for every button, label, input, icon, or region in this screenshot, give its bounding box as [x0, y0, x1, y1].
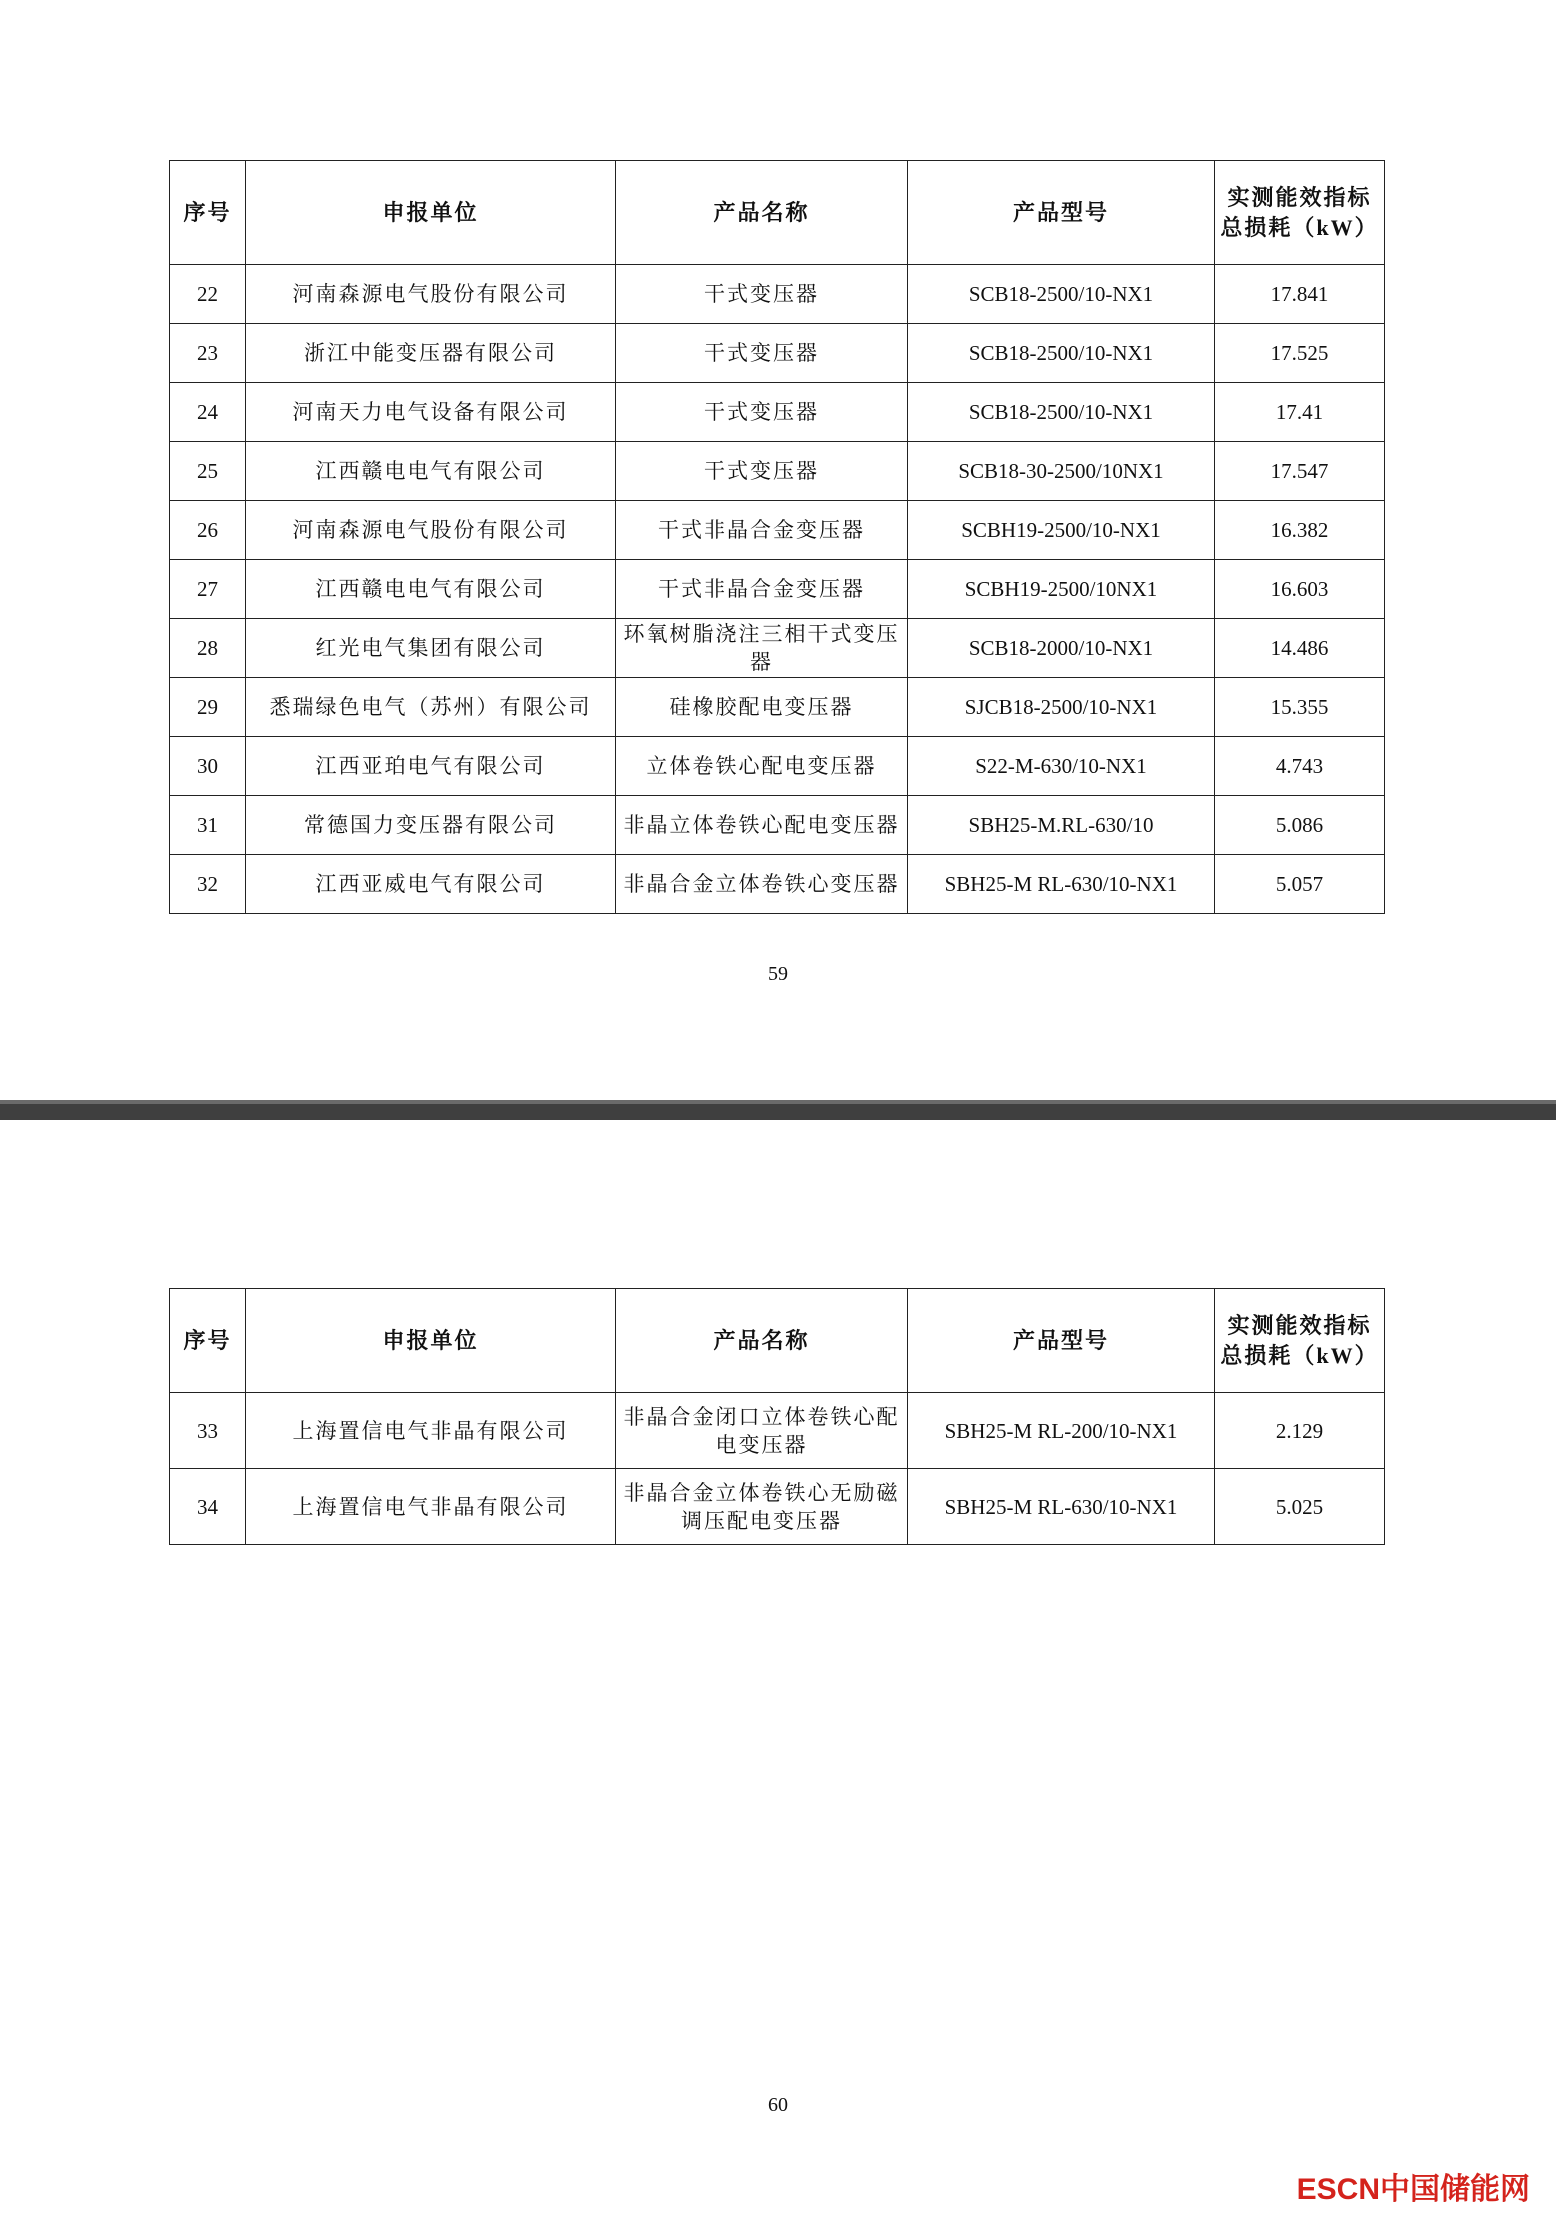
cell-unit: 悉瑞绿色电气（苏州）有限公司	[246, 678, 616, 737]
cell-unit: 江西赣电电气有限公司	[246, 442, 616, 501]
cell-total-loss: 17.41	[1215, 383, 1385, 442]
cell-unit: 上海置信电气非晶有限公司	[246, 1469, 616, 1545]
cell-product-model: SJCB18-2500/10-NX1	[908, 678, 1215, 737]
header-product-model: 产品型号	[908, 1289, 1215, 1393]
cell-product-name: 干式非晶合金变压器	[616, 501, 908, 560]
table-row	[170, 1393, 1385, 1469]
table-row	[170, 560, 1385, 619]
header-product-name: 产品名称	[616, 1289, 908, 1393]
escn-watermark-logo: ESCN中国储能网	[1296, 2173, 1530, 2206]
cell-product-model: S22-M-630/10-NX1	[908, 737, 1215, 796]
table-row	[170, 855, 1385, 914]
cell-product-name: 硅橡胶配电变压器	[616, 678, 908, 737]
cell-seq: 28	[170, 619, 246, 678]
cell-unit: 江西亚威电气有限公司	[246, 855, 616, 914]
cell-seq: 22	[170, 265, 246, 324]
cell-product-model: SBH25-M RL-630/10-NX1	[908, 1469, 1215, 1545]
cell-seq: 24	[170, 383, 246, 442]
page-number: 60	[768, 2094, 788, 2116]
cell-product-name: 环氧树脂浇注三相干式变压器	[616, 619, 908, 678]
cell-product-name	[616, 1469, 908, 1545]
cell-total-loss: 5.057	[1215, 855, 1385, 914]
cell-total-loss: 5.086	[1215, 796, 1385, 855]
cell-seq: 26	[170, 501, 246, 560]
cell-product-name: 非晶合金立体卷铁心变压器	[616, 855, 908, 914]
table-row	[170, 265, 1385, 324]
cell-product-model: SCB18-2500/10-NX1	[908, 324, 1215, 383]
table-row	[170, 796, 1385, 855]
cell-total-loss: 17.547	[1215, 442, 1385, 501]
document-page-60	[0, 1120, 1556, 2224]
cell-seq: 31	[170, 796, 246, 855]
cell-unit: 浙江中能变压器有限公司	[246, 324, 616, 383]
cell-product-model: SCBH19-2500/10NX1	[908, 560, 1215, 619]
cell-total-loss: 16.603	[1215, 560, 1385, 619]
cell-product-model: SCB18-2500/10-NX1	[908, 265, 1215, 324]
table-row	[170, 619, 1385, 678]
cell-seq: 25	[170, 442, 246, 501]
cell-total-loss: 14.486	[1215, 619, 1385, 678]
header-product-name: 产品名称	[616, 161, 908, 265]
table-row	[170, 501, 1385, 560]
cell-seq: 33	[170, 1393, 246, 1469]
cell-unit: 江西赣电电气有限公司	[246, 560, 616, 619]
table-row	[170, 737, 1385, 796]
header-product-model: 产品型号	[908, 161, 1215, 265]
table-row	[170, 678, 1385, 737]
page-divider	[0, 1100, 1556, 1120]
header-total-loss	[1215, 161, 1385, 265]
cell-product-name: 干式变压器	[616, 383, 908, 442]
header-total-loss-line2: 总损耗（kW）	[1220, 214, 1379, 240]
product-name-line2: 调压配电变压器	[681, 1508, 842, 1533]
header-total-loss-line1: 实测能效指标	[1227, 184, 1372, 210]
cell-seq: 32	[170, 855, 246, 914]
cell-product-name	[616, 1393, 908, 1469]
cell-unit: 河南森源电气股份有限公司	[246, 501, 616, 560]
cell-unit: 上海置信电气非晶有限公司	[246, 1393, 616, 1469]
header-unit: 申报单位	[246, 1289, 616, 1393]
cell-seq: 30	[170, 737, 246, 796]
cell-product-model: SCB18-30-2500/10NX1	[908, 442, 1215, 501]
data-table-page-59	[169, 160, 1385, 914]
cell-product-model: SBH25-M RL-200/10-NX1	[908, 1393, 1215, 1469]
cell-total-loss: 16.382	[1215, 501, 1385, 560]
cell-product-name: 干式非晶合金变压器	[616, 560, 908, 619]
cell-unit: 河南天力电气设备有限公司	[246, 383, 616, 442]
cell-seq: 29	[170, 678, 246, 737]
product-name-line2: 电变压器	[715, 1432, 808, 1457]
cell-total-loss: 17.525	[1215, 324, 1385, 383]
table-row	[170, 383, 1385, 442]
header-total-loss-line2: 总损耗（kW）	[1220, 1342, 1379, 1368]
cell-seq: 34	[170, 1469, 246, 1545]
cell-total-loss: 5.025	[1215, 1469, 1385, 1545]
header-seq: 序号	[170, 161, 246, 265]
cell-product-name: 立体卷铁心配电变压器	[616, 737, 908, 796]
cell-unit: 河南森源电气股份有限公司	[246, 265, 616, 324]
cell-unit: 红光电气集团有限公司	[246, 619, 616, 678]
cell-unit: 常德国力变压器有限公司	[246, 796, 616, 855]
cell-product-name: 干式变压器	[616, 324, 908, 383]
header-unit: 申报单位	[246, 161, 616, 265]
product-name-line1: 非晶合金闭口立体卷铁心配	[623, 1404, 900, 1429]
cell-product-model: SCB18-2500/10-NX1	[908, 383, 1215, 442]
cell-product-model: SBH25-M RL-630/10-NX1	[908, 855, 1215, 914]
table-header-row	[170, 1289, 1385, 1393]
cell-product-model: SCB18-2000/10-NX1	[908, 619, 1215, 678]
table-row	[170, 324, 1385, 383]
cell-seq: 27	[170, 560, 246, 619]
table-row	[170, 1469, 1385, 1545]
data-table-page-60	[169, 1288, 1385, 1545]
cell-total-loss: 4.743	[1215, 737, 1385, 796]
cell-product-model: SBH25-M.RL-630/10	[908, 796, 1215, 855]
header-seq: 序号	[170, 1289, 246, 1393]
cell-product-name: 非晶立体卷铁心配电变压器	[616, 796, 908, 855]
cell-product-model: SCBH19-2500/10-NX1	[908, 501, 1215, 560]
header-total-loss	[1215, 1289, 1385, 1393]
cell-total-loss: 15.355	[1215, 678, 1385, 737]
cell-seq: 23	[170, 324, 246, 383]
document-page-59	[0, 0, 1556, 1100]
cell-unit: 江西亚珀电气有限公司	[246, 737, 616, 796]
cell-product-name: 干式变压器	[616, 265, 908, 324]
cell-total-loss: 17.841	[1215, 265, 1385, 324]
product-name-line1: 非晶合金立体卷铁心无励磁	[623, 1480, 900, 1505]
page-number: 59	[768, 963, 788, 985]
cell-total-loss: 2.129	[1215, 1393, 1385, 1469]
table-row	[170, 442, 1385, 501]
header-total-loss-line1: 实测能效指标	[1227, 1312, 1372, 1338]
cell-product-name: 干式变压器	[616, 442, 908, 501]
table-header-row	[170, 161, 1385, 265]
